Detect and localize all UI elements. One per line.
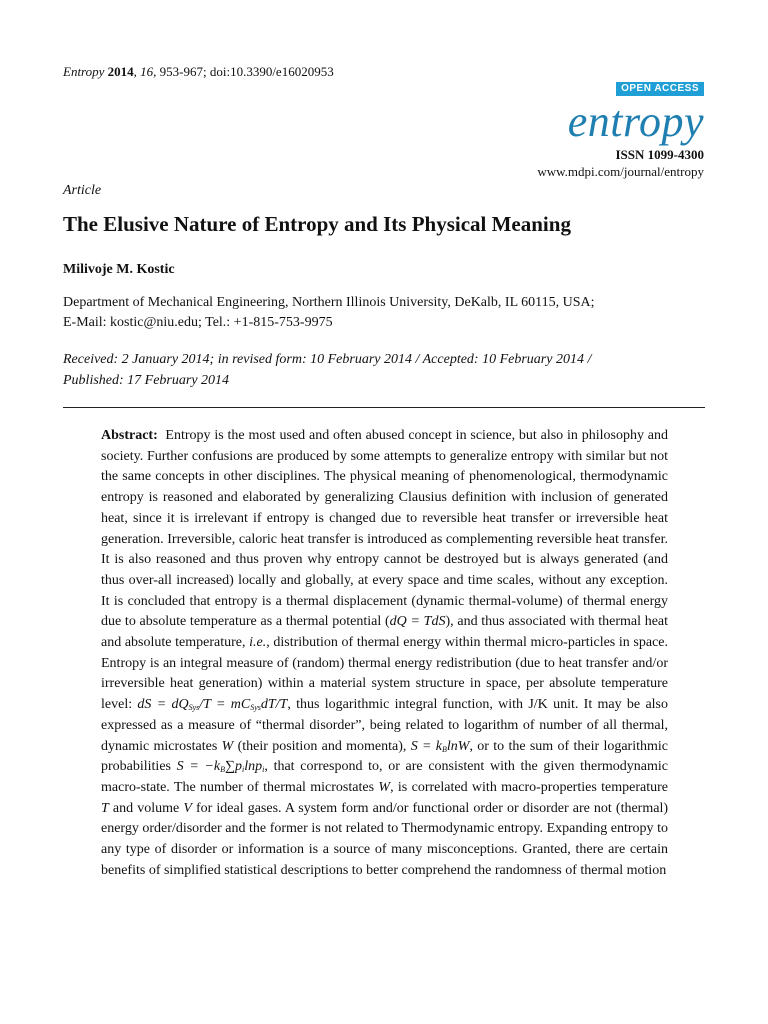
- citation-line: Entropy 2014, 16, 953-967; doi:10.3390/e16020953: [63, 64, 334, 79]
- article-title: The Elusive Nature of Entropy and Its Physical Meaning: [63, 212, 571, 236]
- journal-url[interactable]: www.mdpi.com/journal/entropy: [537, 164, 704, 179]
- abbreviation: i.e.: [249, 635, 267, 651]
- abstract: [101, 426, 668, 881]
- equation: dQ = TdS: [389, 614, 446, 630]
- journal-logo: entropy: [567, 97, 704, 146]
- abstract-label: Abstract:: [101, 428, 158, 443]
- variable: W: [378, 779, 391, 795]
- equation: $S = k_B\ln W$: [410, 738, 470, 754]
- abstract-text: , that correspond to, or are consistent with the given thermodynamic macro-state. The number of thermal microstates: [101, 759, 668, 795]
- equation: $S = -k_B\sum p_i\ln p_i$: [176, 759, 265, 775]
- affiliation-line: Department of Mechanical Engineering, Northern Illinois University, DeKalb, IL 60115, USA;: [63, 295, 595, 310]
- abstract-text: ), and thus associated with thermal heat and absolute temperature,: [101, 614, 669, 651]
- publication-dates: [63, 349, 703, 391]
- pages-doi: 953-967; doi:10.3390/e16020953: [159, 64, 334, 79]
- affiliation: [63, 293, 713, 333]
- open-access-badge: OPEN ACCESS: [616, 82, 704, 96]
- abstract-text: , distribution of thermal energy within thermal micro-particles in space. Entropy is an integral measure of (random) thermal energy redistribution (due to heat transfer and/or irreversible heat generation) within a material system structure in space, per absolute temperature level:: [101, 635, 669, 713]
- published-line: Published: 17 February 2014: [63, 373, 230, 388]
- equation: dS = $dQ_{Sys}/T = mC_{Sys}dT/T$: [137, 697, 288, 713]
- variable: V: [183, 800, 192, 816]
- abstract-text: Entropy is the most used and often abused concept in science, but also in philosophy and society. Further confusions are produced by some attempts to generalize entropy with similar but not the same concepts in other disciplines. The physical meaning of phenomenological, thermodynamic entropy is reasoned and elaborated by generalizing Clausius definition with inclusion of generated heat, since it is irrelevant if entropy is changed due to reversible heat transfer or irreversible heat generation. Irreversible, caloric heat transfer is introduced as complementing reversible heat transfer. It is also reasoned and thus proven why entropy cannot be destroyed but is always generated (and thus over-all increased) locally and globally, at every space and time scales, without any exception. It is concluded that entropy is a thermal displacement (dynamic thermal-volume) of thermal energy due to absolute temperature as a thermal potential (: [101, 428, 668, 630]
- abstract-text: for ideal gases. A system form and/or functional order or disorder are not (thermal) energy order/disorder and the former is not related to Thermodynamic entropy. Expanding entropy to any type of disorder or information is a source of many misconceptions. Granted, there are certain benefits of simplified statistical descriptions to better comprehend the randomness of thermal motion: [101, 800, 668, 878]
- author-name: Milivoje M. Kostic: [63, 262, 175, 277]
- dates-line: Received: 2 January 2014; in revised form: 10 February 2014 / Accepted: 10 February 2014 /: [63, 352, 592, 367]
- publication-year: 2014: [107, 64, 134, 79]
- divider: [63, 407, 705, 408]
- article-type: Article: [63, 183, 102, 198]
- abstract-text: , thus logarithmic integral function, with J/K unit. It may be also expressed as a measure of “thermal disorder”, being related to logarithm of number of all thermal, dynamic microstates: [101, 697, 668, 754]
- abstract-text: , or to the sum of their logarithmic probabilities: [101, 738, 668, 775]
- issn: ISSN 1099-4300: [615, 147, 704, 162]
- contact-line: E-Mail: kostic@niu.edu; Tel.: +1-815-753-9975: [63, 315, 333, 330]
- variable: T: [101, 800, 109, 816]
- abstract-text: and volume: [108, 800, 184, 816]
- variable: W: [221, 738, 234, 754]
- volume-number: 16: [140, 64, 154, 79]
- journal-name: Entropy: [63, 64, 105, 79]
- abstract-text: (their position and momenta),: [233, 738, 411, 754]
- abstract-text: , is correlated with macro-properties temperature: [390, 779, 668, 795]
